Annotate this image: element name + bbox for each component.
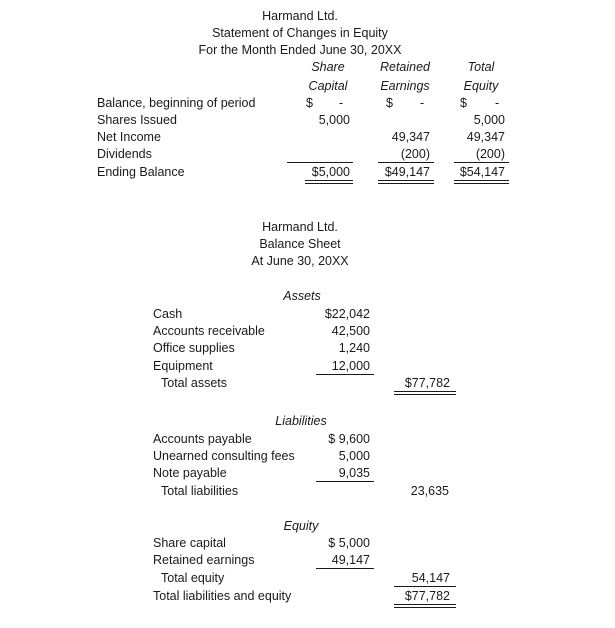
- row-label-dividends: Dividends: [97, 147, 152, 161]
- bs-title: Balance Sheet: [259, 237, 341, 251]
- equity-value-share-capital: $ 5,000: [328, 536, 370, 550]
- retained-earnings-header-2: Earnings: [380, 79, 430, 93]
- total-liabilities-equity-label: Total liabilities and equity: [153, 589, 292, 603]
- liability-label-unearned-fees: Unearned consulting fees: [153, 449, 295, 463]
- row-label-beginning-balance: Balance, beginning of period: [97, 96, 256, 110]
- row-label-shares-issued: Shares Issued: [97, 113, 177, 127]
- share-capital-subtotal-rule: [287, 162, 353, 163]
- statement-title: Statement of Changes in Equity: [212, 26, 388, 40]
- company-name: Harmand Ltd.: [262, 9, 338, 23]
- dividends-total: (200): [475, 147, 505, 161]
- statement-period: For the Month Ended June 30, 20XX: [198, 43, 402, 57]
- assets-subtotal-rule: [316, 374, 374, 375]
- bs-company-name: Harmand Ltd.: [262, 220, 338, 234]
- total-assets-label: Total assets: [161, 376, 228, 390]
- shares-issued-total: 5,000: [473, 113, 505, 127]
- asset-value-office-supplies: 1,240: [338, 341, 370, 355]
- total-equity-dollar: $: [460, 96, 467, 110]
- total-equity-rule: [394, 586, 456, 587]
- share-capital-dollar: $: [306, 96, 313, 110]
- liabilities-heading: Liabilities: [275, 414, 327, 428]
- share-capital-header-1: Share: [311, 60, 345, 74]
- total-equity-header-2: Equity: [463, 79, 499, 93]
- ending-total-equity: $54,147: [459, 165, 505, 179]
- total-equity-label: Total equity: [161, 571, 225, 585]
- equity-value-retained-earnings: 49,147: [331, 553, 370, 567]
- asset-value-equipment: 12,000: [331, 359, 370, 373]
- row-label-net-income: Net Income: [97, 130, 161, 144]
- total-equity-value: 54,147: [411, 571, 450, 585]
- asset-value-accounts-receivable: 42,500: [331, 324, 370, 338]
- retained-earnings-header-1: Retained: [379, 60, 431, 74]
- total-equity-dash: -: [495, 96, 500, 110]
- liability-value-unearned-fees: 5,000: [338, 449, 370, 463]
- asset-label-equipment: Equipment: [153, 359, 213, 373]
- total-equity-subtotal-rule: [454, 162, 509, 163]
- asset-label-office-supplies: Office supplies: [153, 341, 235, 355]
- equity-label-share-capital: Share capital: [153, 536, 226, 550]
- equity-heading: Equity: [283, 519, 319, 533]
- share-capital-double-rule: [305, 180, 353, 184]
- share-capital-dash: -: [339, 96, 344, 110]
- ending-share-capital: $5,000: [311, 165, 350, 179]
- net-income-total: 49,347: [466, 130, 505, 144]
- shares-issued-share-capital: 5,000: [318, 113, 350, 127]
- total-liabilities-value: 23,635: [410, 484, 449, 498]
- liability-value-note-payable: 9,035: [338, 466, 370, 480]
- total-assets-double-rule: [394, 391, 456, 395]
- total-equity-header-1: Total: [467, 60, 495, 74]
- liability-label-note-payable: Note payable: [153, 466, 227, 480]
- retained-earnings-dollar: $: [386, 96, 393, 110]
- retained-earnings-double-rule: [378, 180, 434, 184]
- asset-value-cash: $22,042: [324, 307, 370, 321]
- asset-label-cash: Cash: [153, 307, 183, 321]
- dividends-retained: (200): [400, 147, 430, 161]
- liability-value-accounts-payable: $ 9,600: [328, 432, 370, 446]
- asset-label-accounts-receivable: Accounts receivable: [153, 324, 265, 338]
- equity-subtotal-rule: [316, 568, 374, 569]
- total-equity-double-rule: [454, 180, 509, 184]
- total-liabilities-label: Total liabilities: [161, 484, 239, 498]
- total-assets-value: $77,782: [404, 376, 450, 390]
- liability-label-accounts-payable: Accounts payable: [153, 432, 252, 446]
- row-label-ending-balance: Ending Balance: [97, 165, 185, 179]
- equity-label-retained-earnings: Retained earnings: [153, 553, 255, 567]
- ending-retained-earnings: $49,147: [384, 165, 430, 179]
- assets-heading: Assets: [283, 289, 321, 303]
- retained-earnings-dash: -: [420, 96, 425, 110]
- share-capital-header-2: Capital: [308, 79, 348, 93]
- total-liabilities-equity-double-rule: [394, 604, 456, 608]
- net-income-retained: 49,347: [391, 130, 430, 144]
- liabilities-subtotal-rule: [316, 481, 374, 482]
- bs-date: At June 30, 20XX: [251, 254, 349, 268]
- retained-earnings-subtotal-rule: [378, 162, 434, 163]
- total-liabilities-equity-value: $77,782: [404, 589, 450, 603]
